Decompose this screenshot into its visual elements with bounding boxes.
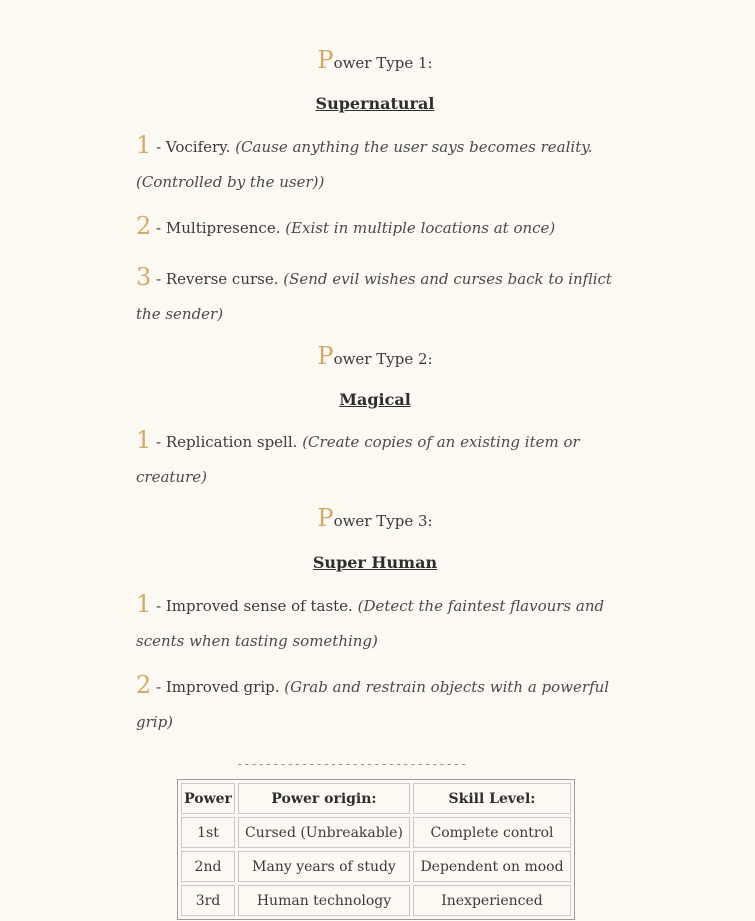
heading-text: ower Type 3: — [333, 512, 433, 530]
heading-initial: P — [317, 342, 334, 370]
item-name: - Replication spell. — [151, 433, 303, 451]
power-item — [136, 587, 614, 659]
column-header: Skill Level: — [413, 783, 571, 814]
table-header-row — [181, 783, 571, 814]
item-name: - Multipresence. — [151, 219, 286, 237]
power-item — [136, 209, 614, 246]
power-item — [136, 260, 614, 332]
power-item — [136, 423, 614, 495]
category-title: Magical — [339, 390, 411, 409]
column-header: Power — [181, 783, 235, 814]
item-description: (Exist in multiple locations at once) — [285, 219, 556, 237]
item-name: - Improved sense of taste. — [151, 597, 358, 615]
power-item — [136, 668, 614, 740]
table-cell: 3rd — [181, 885, 235, 916]
item-description: (Cause anything the user says becomes reality. (Controlled by the user)) — [136, 138, 593, 191]
category-title: Supernatural — [315, 94, 435, 113]
table-cell: 1st — [181, 817, 235, 848]
table-cell: 2nd — [181, 851, 235, 882]
table-cell: Cursed (Unbreakable) — [238, 817, 410, 848]
item-number: 2 — [136, 671, 152, 699]
item-number: 1 — [136, 131, 152, 159]
power-table — [177, 779, 575, 920]
table-cell: Complete control — [413, 817, 571, 848]
item-description: (Send evil wishes and curses back to inflict the sender) — [136, 270, 612, 323]
item-description: (Detect the faintest flavours and scents when tasting something) — [136, 597, 605, 650]
table-row — [181, 851, 571, 882]
heading-initial: P — [317, 504, 334, 532]
divider-line: -------------------------------- — [236, 757, 468, 771]
item-description: (Create copies of an existing item or creature) — [136, 433, 580, 486]
table-cell: Inexperienced — [413, 885, 571, 916]
power-type-heading — [136, 344, 614, 371]
heading-text: ower Type 1: — [333, 54, 433, 72]
item-name: - Improved grip. — [151, 678, 285, 696]
item-number: 3 — [136, 263, 152, 291]
item-name: - Vocifery. — [151, 138, 236, 156]
item-name: - Reverse curse. — [151, 270, 284, 288]
item-description: (Grab and restrain objects with a powerful grip) — [136, 678, 610, 731]
item-number: 1 — [136, 426, 152, 454]
item-number: 1 — [136, 590, 152, 618]
column-header: Power origin: — [238, 783, 410, 814]
table-cell: Many years of study — [238, 851, 410, 882]
power-type-heading — [136, 506, 614, 533]
table-cell: Human technology — [238, 885, 410, 916]
heading-text: ower Type 2: — [333, 350, 433, 368]
heading-initial: P — [317, 46, 334, 74]
table-row — [181, 817, 571, 848]
power-item — [136, 128, 614, 200]
table-row — [181, 885, 571, 916]
table-cell: Dependent on mood — [413, 851, 571, 882]
power-type-heading — [136, 48, 614, 75]
item-number: 2 — [136, 212, 152, 240]
category-title: Super Human — [312, 553, 438, 572]
